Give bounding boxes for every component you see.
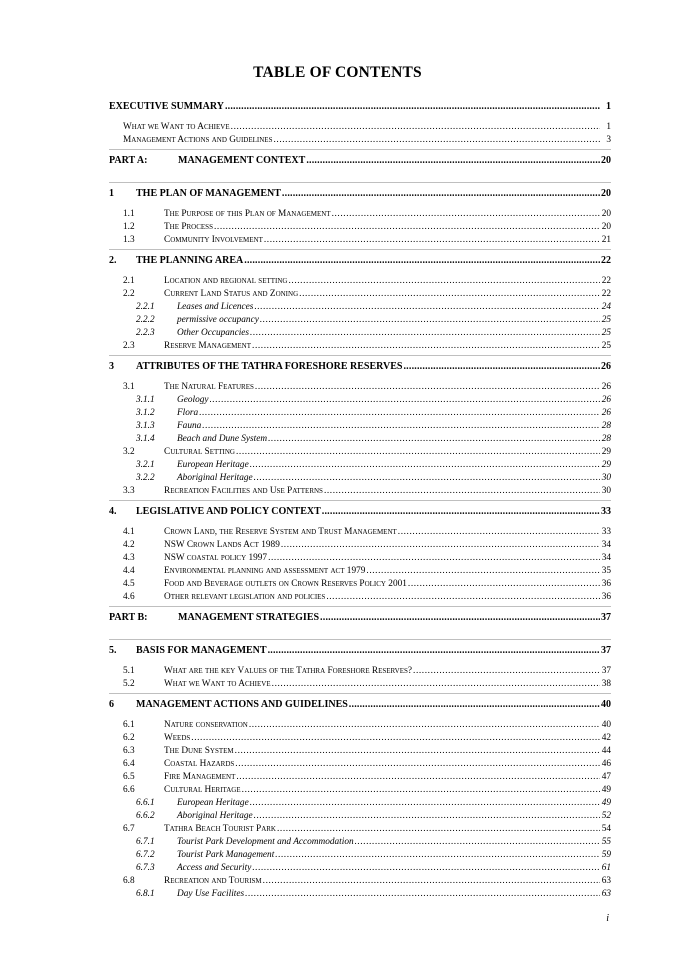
toc-entry-label: EXECUTIVE SUMMARY — [109, 101, 224, 112]
dot-leader — [326, 591, 600, 604]
toc-entry-label: MANAGEMENT STRATEGIES — [178, 612, 320, 623]
toc-entry-page: 22 — [601, 289, 611, 299]
toc-entry-page: 20 — [601, 155, 611, 166]
dot-leader — [210, 394, 601, 407]
toc-entry[interactable] — [109, 552, 611, 565]
toc-entry[interactable] — [109, 539, 611, 552]
toc-entry-number: 2.2.1 — [136, 302, 155, 312]
toc-entry[interactable] — [109, 784, 611, 797]
toc-entry-label: Coastal Hazards — [164, 759, 235, 769]
toc-entry-page: 29 — [601, 447, 611, 457]
toc-entry-number: 6.7.3 — [136, 863, 155, 873]
toc-entry-page: 22 — [601, 255, 611, 266]
toc-entry-number: 4.1 — [123, 527, 135, 537]
toc-entry-page: 37 — [601, 645, 611, 656]
toc-entry-page: 30 — [601, 486, 611, 496]
dot-leader — [236, 446, 600, 459]
toc-entry[interactable] — [109, 187, 611, 202]
toc-entry-page: 36 — [601, 579, 611, 589]
dot-leader — [282, 187, 600, 200]
toc-entry-page: 25 — [601, 315, 611, 325]
toc-entry-page: 61 — [601, 863, 611, 873]
toc-entry-page: 1 — [606, 122, 611, 132]
dot-leader — [413, 665, 600, 678]
toc-entry[interactable] — [109, 394, 611, 407]
toc-entry-label: Management Actions and Guidelines — [123, 135, 273, 145]
toc-entry[interactable] — [109, 433, 611, 446]
toc-entry-label: European Heritage — [177, 798, 249, 808]
toc-entry-label: The Natural Features — [164, 382, 254, 392]
toc-entry-page: 52 — [601, 811, 611, 821]
toc-entry-number: 3.2.2 — [136, 473, 155, 483]
dot-leader — [268, 644, 600, 657]
toc-entry-label: What are the key Values of the Tathra Foreshore Reserves? — [164, 666, 413, 676]
toc-entry-number: 3.1.2 — [136, 408, 155, 418]
toc-entry-page: 25 — [601, 328, 611, 338]
dot-leader — [255, 381, 600, 394]
toc-entry[interactable] — [109, 154, 611, 169]
toc-entry-number: 2.2.2 — [136, 315, 155, 325]
table-of-contents — [109, 100, 611, 901]
toc-entry[interactable] — [109, 591, 611, 604]
toc-entry[interactable] — [109, 234, 611, 247]
toc-entry-number: 1.1 — [123, 209, 135, 219]
toc-entry-label: THE PLANNING AREA — [136, 255, 244, 266]
toc-entry-number: 2.3 — [123, 341, 135, 351]
toc-entry-number: 3.1.3 — [136, 421, 155, 431]
dot-leader — [202, 420, 600, 433]
toc-entry-number: 3.3 — [123, 486, 135, 496]
dot-leader — [320, 611, 600, 624]
toc-entry-page: 22 — [601, 276, 611, 286]
dot-leader — [242, 784, 600, 797]
toc-entry-label: Day Use Facilites — [177, 889, 245, 899]
toc-entry-number: 4.2 — [123, 540, 135, 550]
toc-entry-label: LEGISLATIVE AND POLICY CONTEXT — [136, 506, 321, 517]
dot-leader — [235, 758, 600, 771]
toc-entry[interactable] — [109, 485, 611, 498]
toc-entry-label: Aboriginal Heritage — [177, 473, 253, 483]
toc-entry-label: permissive occupancy — [177, 315, 259, 325]
dot-leader — [254, 472, 600, 485]
toc-entry-page: 38 — [601, 679, 611, 689]
toc-entry-number: 6.6 — [123, 785, 135, 795]
toc-entry-page: 28 — [601, 421, 611, 431]
toc-entry-page: 26 — [601, 395, 611, 405]
toc-entry-label: Aboriginal Heritage — [177, 811, 253, 821]
dot-leader — [349, 698, 600, 711]
toc-entry-page: 44 — [601, 746, 611, 756]
page-number: i — [606, 913, 609, 924]
toc-entry[interactable] — [109, 301, 611, 314]
toc-entry-label: Access and Security — [177, 863, 252, 873]
section-divider — [109, 249, 611, 250]
toc-entry-number: 6.2 — [123, 733, 135, 743]
toc-entry-label: BASIS FOR MANAGEMENT — [136, 645, 267, 656]
toc-entry-number: 6.7 — [123, 824, 135, 834]
toc-entry-label: NSW Crown Lands Act 1989 — [164, 540, 280, 550]
toc-entry-label: What we Want to Achieve — [123, 122, 230, 132]
toc-entry[interactable] — [109, 459, 611, 472]
toc-entry-page: 28 — [601, 434, 611, 444]
toc-entry[interactable] — [109, 732, 611, 745]
toc-entry-label: Community Involvement — [164, 235, 263, 245]
toc-entry-label: Environmental planning and assessment act 1979 — [164, 566, 366, 576]
toc-entry[interactable] — [109, 121, 611, 134]
toc-entry-label: Location and regional setting — [164, 276, 288, 286]
dot-leader — [273, 134, 600, 147]
toc-entry-number: 3.1.1 — [136, 395, 155, 405]
toc-entry-label: MANAGEMENT ACTIONS AND GUIDELINES — [136, 699, 348, 710]
dot-leader — [244, 254, 600, 267]
toc-entry-page: 35 — [601, 566, 611, 576]
toc-entry-number: 2.2.3 — [136, 328, 155, 338]
dot-leader — [398, 526, 600, 539]
dot-leader — [299, 288, 600, 301]
toc-entry-label: Leases and Licences — [177, 302, 254, 312]
toc-entry[interactable] — [109, 446, 611, 459]
toc-entry-label: Geology — [177, 395, 209, 405]
toc-entry[interactable] — [109, 472, 611, 485]
dot-leader — [236, 771, 600, 784]
toc-entry-page: 54 — [601, 824, 611, 834]
dot-leader — [252, 340, 600, 353]
toc-entry[interactable] — [109, 221, 611, 234]
toc-entry-page: 20 — [601, 222, 611, 232]
section-divider — [109, 693, 611, 694]
toc-entry-page: 3 — [606, 135, 611, 145]
toc-entry-label: Tourist Park Management — [177, 850, 275, 860]
toc-entry[interactable] — [109, 407, 611, 420]
dot-leader — [254, 810, 600, 823]
toc-entry-page: 42 — [601, 733, 611, 743]
toc-entry-label: Nature conservation — [164, 720, 248, 730]
toc-entry-number: 2.2 — [123, 289, 135, 299]
toc-entry-number: 4. — [109, 506, 117, 517]
toc-entry-label: NSW coastal policy 1997 — [164, 553, 268, 563]
toc-entry[interactable] — [109, 208, 611, 221]
toc-entry-number: 6 — [109, 699, 114, 710]
toc-entry-number: 2. — [109, 255, 117, 266]
dot-leader — [288, 275, 600, 288]
dot-leader — [277, 823, 600, 836]
toc-entry-label: Fauna — [177, 421, 202, 431]
dot-leader — [254, 301, 600, 314]
toc-entry-number: 5. — [109, 645, 117, 656]
toc-entry[interactable] — [109, 862, 611, 875]
toc-entry-page: 26 — [601, 408, 611, 418]
toc-entry-page: 36 — [601, 592, 611, 602]
dot-leader — [252, 862, 600, 875]
toc-entry-page: 33 — [601, 527, 611, 537]
toc-entry-label: Recreation and Tourism — [164, 876, 262, 886]
toc-entry-label: Other relevant legislation and policies — [164, 592, 326, 602]
dot-leader — [191, 732, 600, 745]
toc-entry-number: 2.1 — [123, 276, 135, 286]
toc-entry-number: 3.2 — [123, 447, 135, 457]
toc-entry-number: 3.1 — [123, 382, 135, 392]
toc-entry[interactable] — [109, 314, 611, 327]
toc-entry-number: 3 — [109, 361, 114, 372]
toc-entry-page: 46 — [601, 759, 611, 769]
dot-leader — [366, 565, 600, 578]
dot-leader — [306, 154, 600, 167]
toc-entry[interactable] — [109, 100, 611, 115]
toc-entry[interactable] — [109, 797, 611, 810]
toc-entry-page: 55 — [601, 837, 611, 847]
toc-entry[interactable] — [109, 526, 611, 539]
toc-entry[interactable] — [109, 875, 611, 888]
dot-leader — [250, 459, 600, 472]
toc-entry-page: 25 — [601, 341, 611, 351]
toc-entry-number: 6.1 — [123, 720, 135, 730]
section-divider — [109, 606, 611, 607]
toc-entry-number: 6.7.1 — [136, 837, 155, 847]
dot-leader — [231, 121, 600, 134]
dot-leader — [263, 875, 600, 888]
toc-entry-label: THE PLAN OF MANAGEMENT — [136, 188, 281, 199]
toc-entry[interactable] — [109, 745, 611, 758]
dot-leader — [249, 719, 600, 732]
toc-entry[interactable] — [109, 888, 611, 901]
toc-entry-number: 6.5 — [123, 772, 135, 782]
toc-entry[interactable] — [109, 771, 611, 784]
toc-entry[interactable] — [109, 505, 611, 520]
toc-entry-page: 37 — [601, 612, 611, 623]
toc-entry-page: 33 — [601, 506, 611, 517]
toc-entry-number: 3.1.4 — [136, 434, 155, 444]
toc-entry-page: 40 — [601, 720, 611, 730]
toc-entry-number: 6.4 — [123, 759, 135, 769]
toc-entry[interactable] — [109, 565, 611, 578]
toc-entry-page: 63 — [601, 876, 611, 886]
toc-entry[interactable] — [109, 719, 611, 732]
toc-entry-label: ATTRIBUTES OF THE TATHRA FORESHORE RESERVES — [136, 361, 403, 372]
toc-entry-number: PART B: — [109, 612, 148, 623]
dot-leader — [268, 433, 600, 446]
spacer — [109, 169, 611, 180]
toc-entry-page: 34 — [601, 553, 611, 563]
toc-entry-number: 3.2.1 — [136, 460, 155, 470]
toc-entry[interactable] — [109, 758, 611, 771]
dot-leader — [245, 888, 600, 901]
dot-leader — [281, 539, 600, 552]
toc-entry-number: PART A: — [109, 155, 148, 166]
toc-entry-page: 1 — [606, 101, 611, 112]
dot-leader — [260, 314, 600, 327]
toc-entry[interactable] — [109, 275, 611, 288]
toc-entry-label: What we Want to Achieve — [164, 679, 271, 689]
toc-entry-number: 6.6.2 — [136, 811, 155, 821]
toc-entry-label: The Purpose of this Plan of Management — [164, 209, 331, 219]
toc-entry-label: Beach and Dune System — [177, 434, 268, 444]
section-divider — [109, 500, 611, 501]
section-divider — [109, 182, 611, 183]
toc-entry[interactable] — [109, 360, 611, 375]
dot-leader — [225, 100, 600, 113]
toc-entry-label: Flora — [177, 408, 199, 418]
dot-leader — [324, 485, 600, 498]
toc-entry-number: 1 — [109, 188, 114, 199]
toc-entry-page: 30 — [601, 473, 611, 483]
toc-entry-page: 49 — [601, 798, 611, 808]
toc-entry-number: 6.3 — [123, 746, 135, 756]
toc-entry-label: Recreation Facilities and Use Patterns — [164, 486, 323, 496]
toc-entry-page: 40 — [601, 699, 611, 710]
toc-entry[interactable] — [109, 381, 611, 394]
dot-leader — [408, 578, 600, 591]
dot-leader — [199, 407, 600, 420]
toc-entry-page: 63 — [601, 889, 611, 899]
toc-entry-label: Other Occupancies — [177, 328, 250, 338]
toc-entry-label: Weeds — [164, 733, 191, 743]
toc-entry[interactable] — [109, 611, 611, 626]
toc-entry-page: 26 — [601, 361, 611, 372]
toc-entry-label: Crown Land, the Reserve System and Trust Management — [164, 527, 397, 537]
toc-entry-page: 20 — [601, 209, 611, 219]
toc-entry[interactable] — [109, 340, 611, 353]
dot-leader — [355, 836, 600, 849]
dot-leader — [332, 208, 600, 221]
toc-entry-number: 5.1 — [123, 666, 135, 676]
dot-leader — [268, 552, 600, 565]
section-divider — [109, 355, 611, 356]
toc-entry-label: Food and Beverage outlets on Crown Reserves Policy 2001 — [164, 579, 407, 589]
dot-leader — [235, 745, 600, 758]
toc-entry-number: 6.6.1 — [136, 798, 155, 808]
dot-leader — [322, 505, 600, 518]
dot-leader — [214, 221, 600, 234]
toc-entry[interactable] — [109, 849, 611, 862]
toc-entry-number: 1.3 — [123, 235, 135, 245]
dot-leader — [275, 849, 600, 862]
dot-leader — [403, 360, 600, 373]
toc-entry-label: European Heritage — [177, 460, 249, 470]
toc-entry-page: 59 — [601, 850, 611, 860]
toc-entry-number: 4.5 — [123, 579, 135, 589]
toc-entry-page: 20 — [601, 188, 611, 199]
toc-entry[interactable] — [109, 665, 611, 678]
toc-entry[interactable] — [109, 578, 611, 591]
toc-entry-number: 6.8 — [123, 876, 135, 886]
toc-entry-page: 21 — [601, 235, 611, 245]
toc-entry-page: 47 — [601, 772, 611, 782]
toc-entry[interactable] — [109, 836, 611, 849]
toc-entry[interactable] — [109, 678, 611, 691]
toc-entry-number: 5.2 — [123, 679, 135, 689]
toc-entry-label: Fire Management — [164, 772, 236, 782]
toc-entry-page: 37 — [601, 666, 611, 676]
dot-leader — [250, 327, 600, 340]
page-title: TABLE OF CONTENTS — [253, 64, 422, 81]
toc-entry[interactable] — [109, 288, 611, 301]
toc-entry-label: Cultural Setting — [164, 447, 235, 457]
toc-entry[interactable] — [109, 254, 611, 269]
toc-entry-number: 4.4 — [123, 566, 135, 576]
toc-entry-label: Tathra Beach Tourist Park — [164, 824, 276, 834]
toc-entry[interactable] — [109, 420, 611, 433]
toc-entry-label: The Process — [164, 222, 213, 232]
section-divider — [109, 149, 611, 150]
toc-entry-label: The Dune System — [164, 746, 234, 756]
toc-entry-number: 6.7.2 — [136, 850, 155, 860]
toc-entry[interactable] — [109, 134, 611, 147]
toc-entry[interactable] — [109, 823, 611, 836]
toc-entry[interactable] — [109, 644, 611, 659]
toc-entry-number: 4.6 — [123, 592, 135, 602]
toc-entry-number: 4.3 — [123, 553, 135, 563]
toc-entry-page: 24 — [601, 302, 611, 312]
toc-entry-number: 1.2 — [123, 222, 135, 232]
dot-leader — [250, 797, 600, 810]
toc-entry-page: 34 — [601, 540, 611, 550]
toc-entry[interactable] — [109, 327, 611, 340]
spacer — [109, 626, 611, 637]
toc-entry-label: Tourist Park Development and Accommodation — [177, 837, 354, 847]
toc-entry-page: 49 — [601, 785, 611, 795]
dot-leader — [272, 678, 600, 691]
dot-leader — [264, 234, 600, 247]
toc-entry-label: Cultural Heritage — [164, 785, 241, 795]
toc-entry[interactable] — [109, 810, 611, 823]
toc-entry-label: Reserve Management — [164, 341, 252, 351]
toc-entry-label: Current Land Status and Zoning — [164, 289, 299, 299]
toc-entry-number: 6.8.1 — [136, 889, 155, 899]
section-divider — [109, 639, 611, 640]
toc-entry[interactable] — [109, 698, 611, 713]
toc-entry-label: MANAGEMENT CONTEXT — [178, 155, 306, 166]
toc-entry-page: 29 — [601, 460, 611, 470]
toc-entry-page: 26 — [601, 382, 611, 392]
